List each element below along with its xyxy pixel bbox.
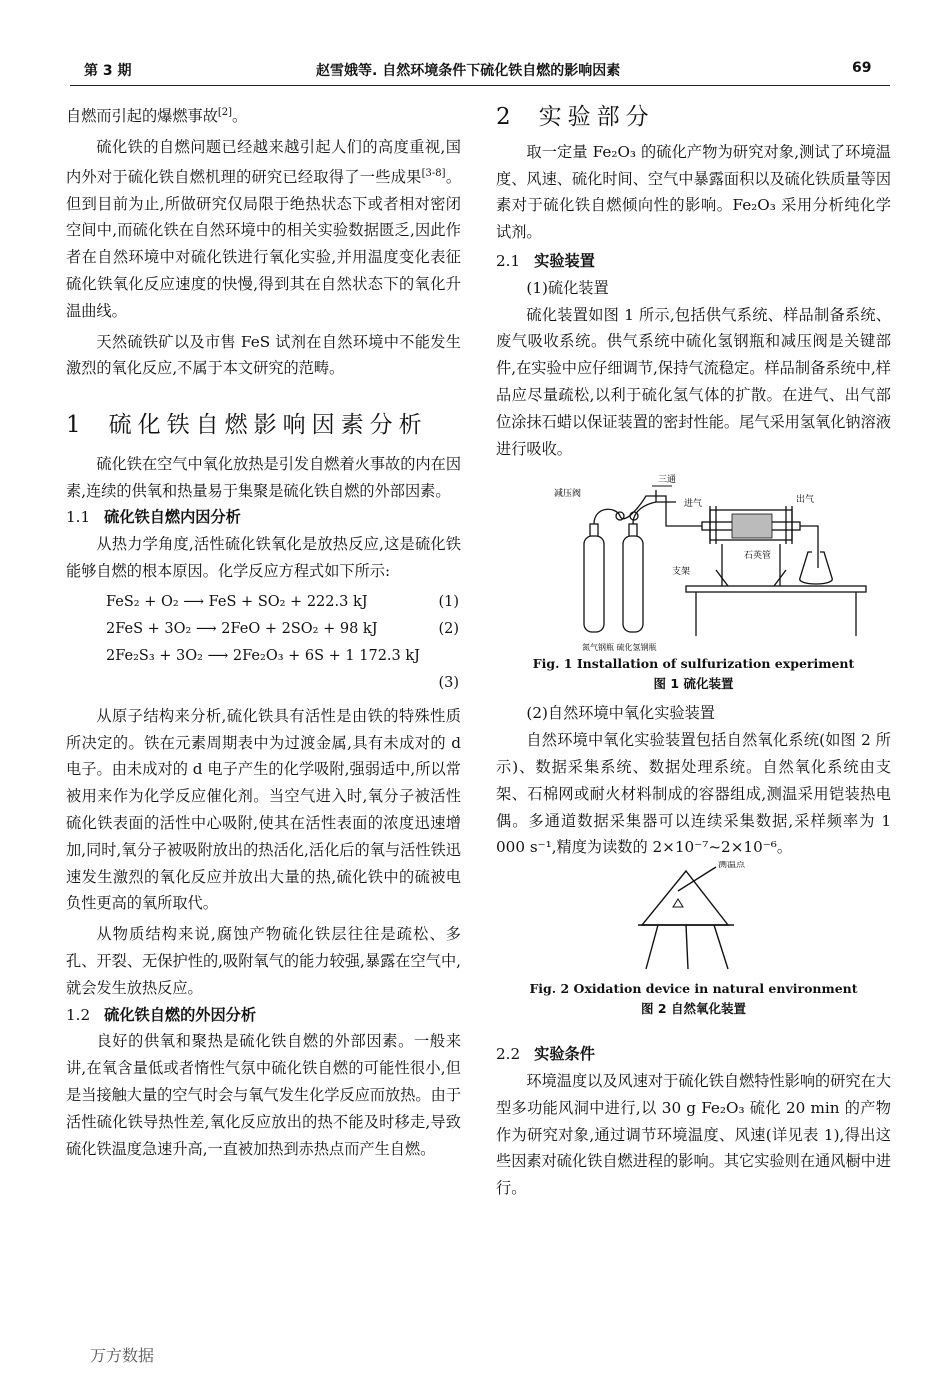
sample-bed <box>732 514 772 538</box>
paragraph: 良好的供氧和聚热是硫化铁自燃的外部因素。一般来讲,在氧含量低或者惰性气氛中硫化铁自燃的可能性很小,但是当接触大量的空气时会与氧气发生化学反应而放热。由于活性硫化铁导热性差,氧化反应放出的热不能及时移走,导致硫化铁温度急速升高,一直被加热到赤热点而产生自燃。 <box>66 1032 461 1158</box>
subsubheading: (1)硫化装置 <box>526 278 609 297</box>
paragraph: 环境温度以及风速对于硫化铁自燃特性影响的研究在大型多功能风洞中进行,以 30 g Fe₂O₃ 硫化 20 min 的产物作为研究对象,通过调节环境温度、风速(详见表 1),得出这些因素对硫化铁自燃进程的影响。其它实验则在通风橱中进行。 <box>496 1071 891 1198</box>
citation: [2] <box>217 107 233 118</box>
running-header <box>70 60 890 84</box>
paragraph: 从热力学角度,活性硫化铁氧化是放热反应,这是硫化铁能够自燃的根本原因。化学反应方程式如下所示: <box>66 535 461 581</box>
paragraph: 自燃而引起的爆燃事故[2]。 <box>66 107 248 126</box>
paragraph: 硫化铁的自燃问题已经越来越引起人们的高度重视,国内外对于硫化铁自燃机理的研究已经取得了一些成果[3-8]。但到目前为止,所做研究仅局限于绝热状态下或者相对密闭空间中,而硫化铁在自然环境中的相关实验数据匮乏,因此作者在自然环境中对硫化铁进行氧化实验,并用温度变化表征硫化铁氧化反应速度的快慢,得到其在自然状态下的氧化升温曲线。 <box>66 137 462 320</box>
label-measure-point: 测温点 <box>718 861 746 871</box>
paragraph: 硫化铁在空气中氧化放热是引发自燃着火事故的内在因素,连续的供氧和热量易于集聚是硫化铁自燃的外部因素。 <box>66 454 461 500</box>
paragraph: 天然硫铁矿以及市售 FeS 试剂在自然环境中不能发生激烈的氧化反应,不属于本文研究的范畴。 <box>66 332 461 378</box>
left-column <box>66 100 461 1162</box>
figure-2-caption-en: Fig. 2 Oxidation device in natural environment <box>529 981 858 997</box>
section-heading-2: 2 实验部分 <box>496 104 655 130</box>
equation-2: 2FeS + 3O₂ ⟶ 2FeO + 2SO₂ + 98 kJ (2) <box>106 620 459 637</box>
label-quartz-tube: 石英管 <box>744 551 772 562</box>
label-inlet: 进气 <box>684 499 703 510</box>
paragraph: 自然环境中氧化实验装置包括自然氧化系统(如图 2 所示)、数据采集系统、数据处理系统。自然氧化系统由支架、石棉网或耐火材料制成的容器组成,测温采用铠装热电偶。多通道数据采集器可以连续采集数据,采样频率为 1 000 s⁻¹,精度为读数的 2×10⁻⁷~2×10⁻⁶。 <box>496 731 891 857</box>
paragraph: 取一定量 Fe₂O₃ 的硫化产物为研究对象,测试了环境温度、风速、硫化时间、空气中暴露面积以及硫化铁质量等因素对于硫化铁自燃倾向性的影响。Fe₂O₃ 采用分析纯化学试剂。 <box>496 142 891 242</box>
issue-number: 第 3 期 <box>84 63 132 79</box>
figure-2 <box>496 861 891 979</box>
figure-1-caption-zh: 图 1 硫化装置 <box>653 676 734 692</box>
citation: [3-8] <box>421 167 446 179</box>
figure-1-caption-en: Fig. 1 Installation of sulfurization experiment <box>532 656 855 672</box>
label-cylinders: 氮气钢瓶 硫化氢钢瓶 <box>582 643 657 653</box>
paragraph: 硫化装置如图 1 所示,包括供气系统、样品制备系统、废气吸收系统。供气系统中硫化氢钢瓶和减压阀是关键部件,在实验中应仔细调节,保持气流稳定。样品制备系统中,样品应尽量疏松,以利于硫化氢气体的扩散。在进气、出气部位涂抹石蜡以保证装置的密封性能。尾气采用氢氧化钠溶液进行吸收。 <box>496 305 891 458</box>
paragraph: 从物质结构来说,腐蚀产物硫化铁层往往是疏松、多孔、开裂、无保护性的,吸附氧气的能力较强,暴露在空气中,就会发生放热反应。 <box>66 925 461 997</box>
right-column <box>496 100 891 1202</box>
header-rule <box>70 85 890 86</box>
running-title: 赵雪娥等. 自然环境条件下硫化铁自燃的影响因素 <box>316 63 621 79</box>
watermark: 万方数据 <box>90 1346 155 1365</box>
oxidation-device-diagram <box>496 861 891 979</box>
section-heading-1: 1 硫化铁自燃影响因素分析 <box>66 412 428 439</box>
equation-3: 2Fe₂S₃ + 3O₂ ⟶ 2Fe₂O₃ + 6S + 1 172.3 kJ <box>106 647 420 664</box>
page-number: 69 <box>852 60 872 76</box>
equation-3-number: (3) <box>438 674 459 691</box>
label-tee: 三通 <box>658 475 677 486</box>
subsubheading: (2)自然环境中氧化实验装置 <box>526 704 715 723</box>
subsection-heading-1-2: 1.2 硫化铁自燃的外因分析 <box>66 1005 257 1024</box>
subsection-heading-2-1: 2.1 实验装置 <box>496 251 595 270</box>
sulfurization-apparatus-diagram <box>496 466 891 654</box>
figure-1 <box>496 466 891 654</box>
paragraph: 从原子结构来分析,硫化铁具有活性是由铁的特殊性质所决定的。铁在元素周期表中为过渡金属,具有未成对的 d 电子。由未成对的 d 电子产生的化学吸附,强弱适中,所以常被用来作为化学反应催化剂。当空气进入时,氧分子被活性硫化铁表面的活性中心吸附,使其在活性表面的浓度迅速增加,同时,氧分子被吸附放出的热活化,活化后的氧与活性铁迅速发生激烈的氧化反应并放出大量的热,硫化铁中的硫被电负性更高的氧所取代。 <box>66 706 461 913</box>
subsection-heading-2-2: 2.2 实验条件 <box>496 1045 595 1064</box>
label-valve: 减压阀 <box>554 489 582 500</box>
label-stand: 支架 <box>672 567 691 578</box>
subsection-heading-1-1: 1.1 硫化铁自燃内因分析 <box>66 508 241 527</box>
label-outlet: 出气 <box>796 495 815 506</box>
equation-1: FeS₂ + O₂ ⟶ FeS + SO₂ + 222.3 kJ (1) <box>106 593 459 610</box>
figure-2-caption-zh: 图 2 自然氧化装置 <box>641 1001 746 1017</box>
